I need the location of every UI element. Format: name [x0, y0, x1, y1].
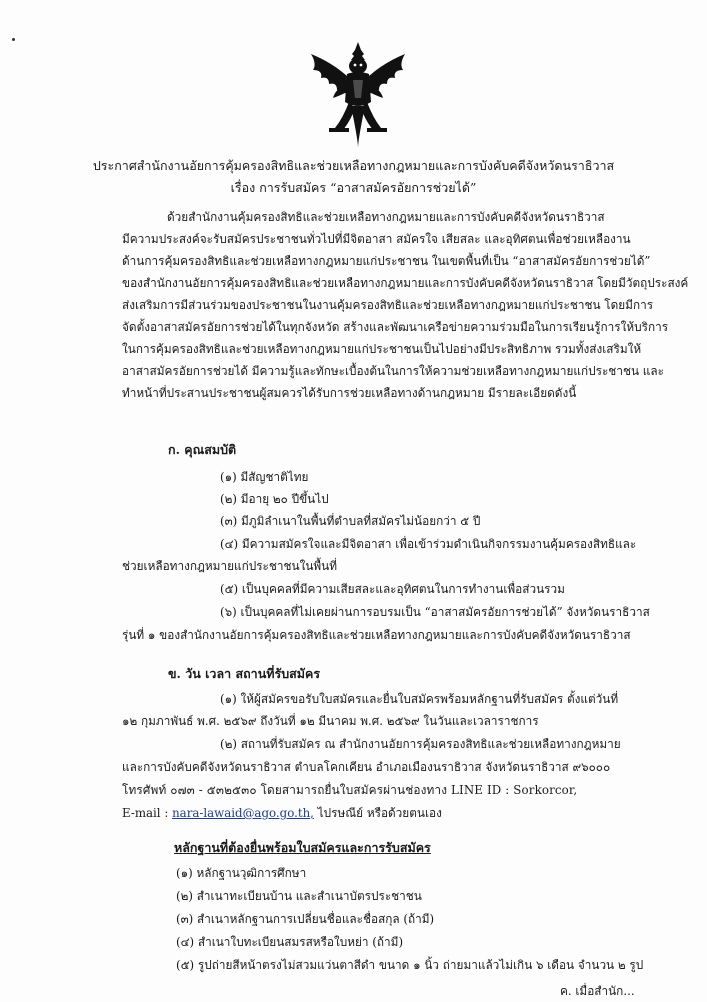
- email-line: [122, 802, 622, 824]
- intro-line: ด้วยสำนักงานคุ้มครองสิทธิและช่วยเหลือทางกฎหมายและการบังคับคดีจังหวัดนราธิวาส: [167, 210, 605, 224]
- garuda-emblem-icon: [303, 40, 413, 150]
- application-line: (๒) สถานที่รับสมัคร ณ สำนักงานอัยการคุ้มครองสิทธิและช่วยเหลือทางกฎหมาย: [220, 737, 621, 751]
- intro-line: อาสาสมัครอัยการช่วยได้ มีความรู้และทักษะเบื้องต้นในการให้ความช่วยเหลือทางกฎหมายแก่ประชาชน และ: [122, 364, 664, 378]
- qualification-item: (๖) เป็นบุคคลที่ไม่เคยผ่านการอบรมเป็น “อาสาสมัครอัยการช่วยได้” จังหวัดนราธิวาส: [220, 605, 650, 619]
- announcement-title: ประกาศสำนักงานอัยการคุ้มครองสิทธิและช่วยเหลือทางกฎหมายและการบังคับคดีจังหวัดนราธิวาส: [92, 158, 615, 173]
- intro-line: ทำหน้าที่ประสานประชาชนผู้สมควรได้รับการช่วยเหลือทางด้านกฎหมาย มีรายละเอียดดังนี้: [122, 386, 577, 400]
- document-item: (๔) สำเนาใบทะเบียนสมรสหรือใบหย่า (ถ้ามี): [176, 935, 404, 949]
- email-suffix: ไปรษณีย์ หรือด้วยตนเอง: [313, 806, 442, 820]
- margin-dot: [12, 38, 15, 41]
- section-b-heading: ข. วัน เวลา สถานที่รับสมัคร: [168, 666, 321, 681]
- email-prefix: E-mail :: [122, 806, 173, 820]
- qualification-item: (๕) เป็นบุคคลที่มีความเสียสละและอุทิศตนในการทำงานเพื่อส่วนรวม: [220, 582, 565, 596]
- qualification-item: (๒) มีอายุ ๒๐ ปีขึ้นไป: [220, 492, 329, 506]
- intro-line: ในการคุ้มครองสิทธิและช่วยเหลือทางกฎหมายแก่ประชาชนเป็นไปอย่างมีประสิทธิภาพ รวมทั้งส่งเสริมให้: [122, 342, 642, 356]
- document-item: (๓) สำเนาหลักฐานการเปลี่ยนชื่อและชื่อสกุล (ถ้ามี): [176, 912, 435, 926]
- qualification-item-cont: ช่วยเหลือทางกฎหมายแก่ประชาชนในพื้นที่: [122, 559, 338, 573]
- application-line: โทรศัพท์ ๐๗๓ - ๕๓๒๕๓๐ โดยสามารถยื่นใบสมัครผ่านช่องทาง LINE ID : Sorkorcor,: [122, 783, 578, 797]
- qualification-item: (๑) มีสัญชาติไทย: [220, 470, 309, 484]
- intro-line: ของสำนักงานอัยการคุ้มครองสิทธิและช่วยเหลือทางกฎหมายและการบังคับคดีจังหวัดนราธิวาส โดยมีวัตถุประสงค์: [122, 276, 689, 290]
- application-line: และการบังคับคดีจังหวัดนราธิวาส ตำบลโคกเคียน อำเภอเมืองนราธิวาส จังหวัดนราธิวาส ๙๖๐๐๐: [122, 760, 611, 774]
- email-link[interactable]: nara-lawaid@ago.go.th,: [172, 806, 314, 820]
- qualification-item: (๓) มีภูมิลำเนาในพื้นที่ตำบลที่สมัครไม่น้อยกว่า ๕ ปี: [220, 514, 481, 528]
- intro-line: ด้านการคุ้มครองสิทธิและช่วยเหลือทางกฎหมายแก่ประชาชน ในเขตพื้นที่เป็น “อาสาสมัครอัยการช่วยได้”: [122, 254, 651, 268]
- section-a-heading: ก. คุณสมบัติ: [168, 442, 237, 457]
- application-line: (๑) ให้ผู้สมัครขอรับใบสมัครและยื่นใบสมัครพร้อมหลักฐานที่รับสมัคร ตั้งแต่วันที่: [220, 692, 619, 706]
- qualification-item-cont: รุ่นที่ ๑ ของสำนักงานอัยการคุ้มครองสิทธิและช่วยเหลือทางกฎหมายและการบังคับคดีจังหวัดนราธิวาส: [122, 628, 631, 642]
- intro-line: มีความประสงค์จะรับสมัครประชาชนทั่วไปที่มีจิตอาสา สมัครใจ เสียสละ และอุทิศตนเพื่อช่วยเหลืองาน: [122, 232, 631, 246]
- intro-line: จัดตั้งอาสาสมัครอัยการช่วยได้ในทุกจังหวัด สร้างและพัฒนาเครือข่ายความร่วมมือในการเรียนรู้การให้บริการ: [122, 320, 669, 334]
- application-line: ๑๒ กุมภาพันธ์ พ.ศ. ๒๕๖๙ ถึงวันที่ ๑๒ มีนาคม พ.ศ. ๒๕๖๙ ในวันและเวลาราชการ: [122, 714, 539, 728]
- documents-heading: หลักฐานที่ต้องยื่นพร้อมใบสมัครและการรับสมัคร: [174, 840, 431, 855]
- qualification-item: (๔) มีความสมัครใจและมีจิตอาสา เพื่อเข้าร่วมดำเนินกิจกรรมงานคุ้มครองสิทธิและ: [220, 537, 637, 551]
- intro-paragraph: [122, 206, 689, 404]
- intro-line: ส่งเสริมการมีส่วนร่วมของประชาชนในงานคุ้มครองสิทธิและช่วยเหลือทางกฎหมายแก่ประชาชน โดยมีการ: [122, 298, 654, 312]
- announcement-subject: เรื่อง การรับสมัคร “อาสาสมัครอัยการช่วยได้”: [230, 180, 477, 195]
- document-item: (๒) สำเนาทะเบียนบ้าน และสำเนาบัตรประชาชน: [176, 889, 422, 903]
- document-item: (๕) รูปถ่ายสีหน้าตรงไม่สวมแว่นตาสีดำ ขนาด ๑ นิ้ว ถ่ายมาแล้วไม่เกิน ๖ เดือน จำนวน ๒ รูป: [176, 958, 644, 972]
- continue-marker: ค. เมื่อสำนัก...: [560, 984, 635, 998]
- document-item: (๑) หลักฐานวุฒิการศึกษา: [176, 866, 307, 880]
